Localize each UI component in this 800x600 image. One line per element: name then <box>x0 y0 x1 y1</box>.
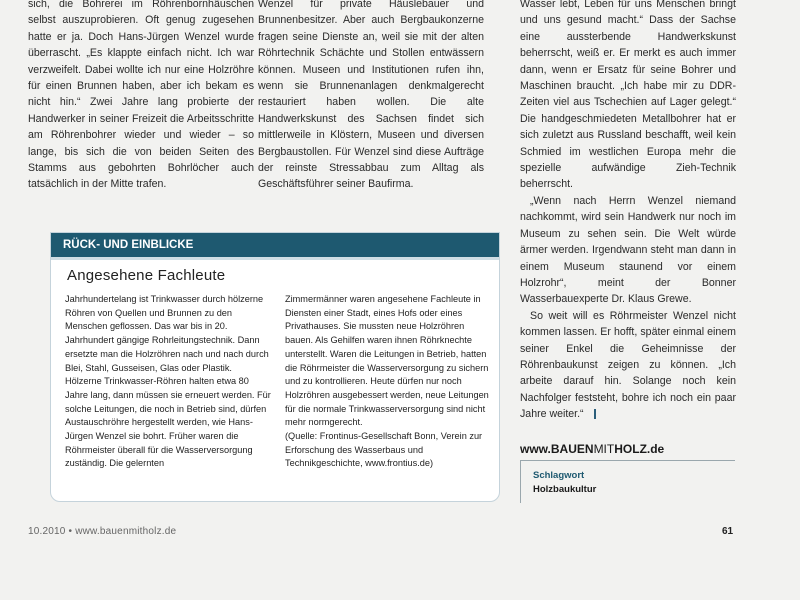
article-paragraph: Wasser lebt, Leben für uns Menschen bringt und uns gesund macht.“ Dass der Sachse eine aussterbende Handwerkskunst beherrscht, weiß er. Er merkt es auch immer dann, wenn er Ersatz für seine Bohrer und Maschinen braucht. „Ich habe mir zu DDR-Zeiten viel aus Tschechien auf Lager gelegt.“ Die handgeschmiedeten Metallbohrer hat er sich zuletzt aus Russland beschafft, weil kein Schmied im westlichen Europa mehr die spezielle aufwändige Zieh-Technik beherrscht. <box>520 0 736 191</box>
article-paragraph-last <box>520 308 736 423</box>
keyword-box <box>520 460 735 503</box>
keyword-label: Schlagwort <box>533 470 585 481</box>
infobox-column-left <box>65 293 273 471</box>
website-bold: BAUEN <box>550 442 594 456</box>
article-column-3 <box>520 0 736 423</box>
keyword-value: Holzbaukultur <box>533 484 597 495</box>
infobox <box>50 232 500 502</box>
infobox-source: (Quelle: Frontinus-Gesellschaft Bonn, Verein zur Erforschung des Wasserbaus und Technikgeschichte, www.frontius.de) <box>285 431 483 469</box>
infobox-paragraph: Jahrhundertelang ist Trinkwasser durch hölzerne Röhren von Quellen und Brunnen zu den Menschen geflossen. Das war bis in 20. Jahrhundert gängige Rohrleitungstechnik. Dann ersetzte man die Holzröhren nach und nach durch Blei, Stahl, Gusseisen, Glas oder Plastik. <box>65 294 269 373</box>
infobox-paragraph: Hölzerne Trinkwasser-Röhren halten etwa 80 Jahre lang, dann müssen sie erneuert werden. Für solche Leitungen, die noch in Betrieb sind, dürfen Austauschröhre hergestellt werden, wie Hans-Jürgen Wenzel sie bohrt. Früher waren die Röhrmeister überall für die Wasserversorgung zuständig. Die gelernten <box>65 376 271 469</box>
article-column-1 <box>28 0 254 193</box>
footer-issue-info: 10.2010 • www.bauenmitholz.de <box>28 526 177 537</box>
article-paragraph: „Wenn nach Herrn Wenzel niemand nachkommt, wird sein Handwerk nur noch im Museum zu sehen sein. Die Welt würde ärmer werden. Irgendwann steht man dann in einem Museum staunend vor einem Holzrohr“, meint der Bonner Wasserbauexperte Dr. Klaus Grewe. <box>520 194 736 306</box>
website-mid: MIT <box>593 442 615 456</box>
website-link[interactable] <box>520 442 664 456</box>
article-column-2 <box>258 0 484 193</box>
end-mark-icon <box>594 409 596 419</box>
infobox-column-right <box>285 293 493 471</box>
infobox-title: Angesehene Fachleute <box>67 267 226 284</box>
article-paragraph: sich, die Bohrerei im Röhrenbornhäuschen selbst auszuprobieren. Oft genug zugesehen hatte er ja. Doch Hans-Jürgen Wenzel wurde überrascht. „Es klappte einfach nicht. Ich war verzweifelt. Dabei wollte ich nur eine Holzröhre für einen Brunnen haben, aber ich bekam es nicht hin.“ Zwei Jahre lang probierte der Handwerker in seiner Freizeit die Arbeitsschritte am Röhrenbohrer wieder und wieder – so lange, bis sich die von beiden Seiten des Stamms aus gebohrten Bohrlöcher auch tatsächlich in der Mitte trafen. <box>28 0 254 191</box>
article-paragraph-text: So weit will es Röhrmeister Wenzel nicht kommen lassen. Er hofft, später einmal einem seiner Enkel die Geheimnisse der Röhrenbaukunst zeigen zu können. „Ich arbeite darauf hin. Solange noch kein Nachfolger feststeht, bohre ich noch ein paar Jahre weiter.“ <box>520 309 736 421</box>
infobox-header: RÜCK- UND EINBLICKE <box>51 233 499 260</box>
page-number: 61 <box>722 526 734 537</box>
website-suffix: HOLZ.de <box>614 442 665 456</box>
infobox-paragraph: Zimmermänner waren angesehene Fachleute in Diensten einer Stadt, eines Hofs oder eines Privathauses. Sie mussten neue Holzröhren bauen. Als Gehilfen waren ihnen Röhrknechte unterstellt. Waren die Leitungen in Betrieb, hatten die Röhrmeister die Wasserversorgung zu sichern und zu kontrollieren. Heute dürfen nur noch Holzröhren ausgebessert werden, neue Leitungen für die normale Trinkwasserversorgung sind nicht mehr normgerecht. <box>285 294 489 428</box>
article-paragraph: Wenzel für private Häuslebauer und Brunnenbesitzer. Aber auch Bergbaukonzerne fragen seine Dienste an, weil sie mit der alten Röhrtechnik Schächte und Stollen entwässern können. Museen und Institutionen rufen ihn, wenn sie Brunnenanlagen denkmalgerecht restauriert haben wollen. Die alte Handwerkskunst des Sachsen findet sich mittlerweile in Klöstern, Museen und diversen Bergbaustollen. Für Wenzel sind diese Aufträge der reinste Stressabbau zum Alltag als Geschäftsführer seiner Baufirma. <box>258 0 484 191</box>
website-prefix: www. <box>520 442 551 456</box>
